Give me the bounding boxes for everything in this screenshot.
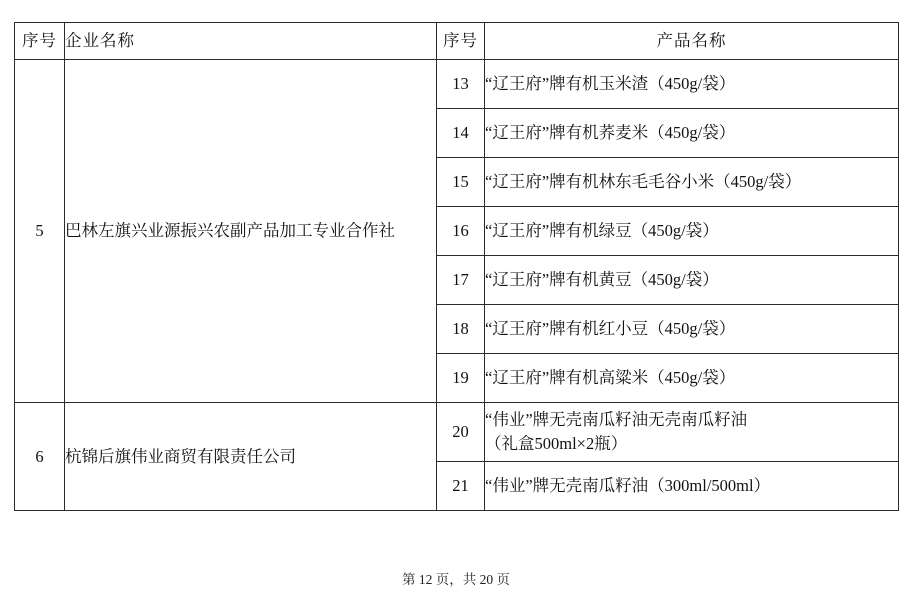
product-catalog-table (14, 22, 899, 511)
item-seq: 14 (437, 109, 485, 158)
group-seq-6: 6 (15, 403, 65, 511)
item-product: “辽王府”牌有机黄豆（450g/袋） (485, 256, 899, 305)
item-seq: 15 (437, 158, 485, 207)
group-enterprise-5: 巴林左旗兴业源振兴农副产品加工专业合作社 (65, 60, 437, 403)
header-seq-enterprise: 序号 (15, 23, 65, 60)
page-footer: 第 12 页，共 20 页 (402, 572, 510, 587)
header-product-name: 产品名称 (485, 23, 899, 60)
item-product: “辽王府”牌有机荞麦米（450g/袋） (485, 109, 899, 158)
item-seq: 16 (437, 207, 485, 256)
item-product: “伟业”牌无壳南瓜籽油（300ml/500ml） (485, 462, 899, 511)
item-seq: 13 (437, 60, 485, 109)
item-seq: 17 (437, 256, 485, 305)
header-enterprise-name: 企业名称 (65, 23, 437, 60)
header-seq-product: 序号 (437, 23, 485, 60)
item-product-line1: “伟业”牌无壳南瓜籽油无壳南瓜籽油 (485, 410, 748, 430)
item-product: “辽王府”牌有机红小豆（450g/袋） (485, 305, 899, 354)
table-header-row (15, 23, 899, 60)
item-seq: 20 (437, 403, 485, 462)
item-seq: 18 (437, 305, 485, 354)
item-seq: 21 (437, 462, 485, 511)
item-seq: 19 (437, 354, 485, 403)
group-seq-5: 5 (15, 60, 65, 403)
item-product-line2: （礼盒500ml×2瓶） (485, 434, 628, 453)
table-row (15, 60, 899, 109)
item-product: “辽王府”牌有机林东毛毛谷小米（450g/袋） (485, 158, 899, 207)
item-product: “辽王府”牌有机绿豆（450g/袋） (485, 207, 899, 256)
item-product: “辽王府”牌有机高粱米（450g/袋） (485, 354, 899, 403)
table-row (15, 403, 899, 462)
item-product: “辽王府”牌有机玉米渣（450g/袋） (485, 60, 899, 109)
item-product (485, 403, 899, 462)
group-enterprise-6: 杭锦后旗伟业商贸有限责任公司 (65, 403, 437, 511)
